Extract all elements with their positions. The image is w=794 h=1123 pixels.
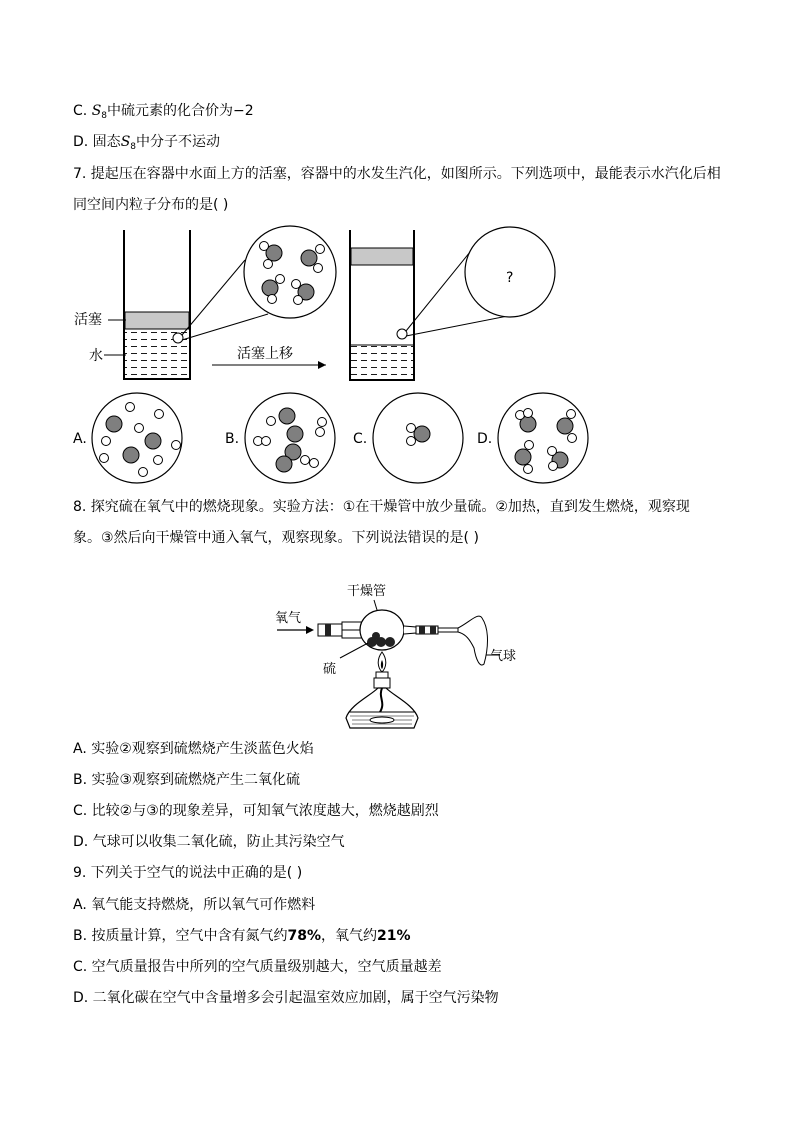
q7-option-c-label: C. <box>353 431 368 447</box>
q6-option-d: D. 固态$S_8$中分子不运动 <box>73 134 221 152</box>
q9-option-b: B. 按质量计算，空气中含有氮气约78%，氧气约21% <box>73 928 411 944</box>
q6-option-c: C. $S_8$中硫元素的化合价为−2 <box>73 103 254 121</box>
q7-stem-line1: 7. 提起压在容器中水面上方的活塞，容器中的水发生汽化，如图所示。下列选项中，最能表示水汽化后相 <box>73 166 721 182</box>
piston-before <box>125 312 189 329</box>
q9-option-a: A. 氧气能支持燃烧，所以氧气可作燃料 <box>73 897 316 913</box>
piston-after <box>351 248 413 265</box>
q8-option-c: C. 比较②与③的现象差异，可知氧气浓度越大，燃烧越剧烈 <box>73 803 439 819</box>
q8-stem-line2: 象。③然后向干燥管中通入氧气，观察现象。下列说法错误的是( ) <box>73 530 479 546</box>
q8-option-d: D. 气球可以收集二氧化硫，防止其污染空气 <box>73 834 345 850</box>
container-after <box>349 230 415 380</box>
arrow-label: 活塞上移 <box>237 346 293 362</box>
q8-option-a: A. 实验②观察到硫燃烧产生淡蓝色火焰 <box>73 741 314 757</box>
container-before <box>123 230 191 379</box>
oxygen-label: 氧气 <box>275 611 302 626</box>
q7-option-d-label: D. <box>477 431 493 447</box>
tube-label: 干燥管 <box>347 584 387 599</box>
q7-option-a-label: A. <box>73 431 87 447</box>
q8-option-b: B. 实验③观察到硫燃烧产生二氧化硫 <box>73 772 301 788</box>
q7-stem-line2: 同空间内粒子分布的是( ) <box>73 197 229 213</box>
question-mark: ? <box>506 270 514 286</box>
q8-figure <box>0 575 794 735</box>
q9-stem: 9. 下列关于空气的说法中正确的是( ) <box>73 865 303 881</box>
q7-option-b-label: B. <box>225 431 240 447</box>
water-label: 水 <box>89 348 103 364</box>
q9-option-d: D. 二氧化碳在空气中含量增多会引起温室效应加剧，属于空气污染物 <box>73 990 499 1006</box>
q9-option-c: C. 空气质量报告中所列的空气质量级别越大，空气质量越差 <box>73 959 442 975</box>
sulfur-label: 硫 <box>323 662 337 677</box>
q7-figure <box>0 220 794 490</box>
q8-stem-line1: 8. 探究硫在氧气中的燃烧现象。实验方法：①在干燥管中放少量硫。②加热，直到发生燃烧，观察现 <box>73 499 690 515</box>
alcohol-lamp <box>346 672 418 728</box>
balloon <box>458 616 488 665</box>
balloon-label: 气球 <box>490 649 517 664</box>
zoom-circle-before <box>244 226 336 318</box>
water-after <box>351 345 413 379</box>
piston-label: 活塞 <box>74 312 102 328</box>
